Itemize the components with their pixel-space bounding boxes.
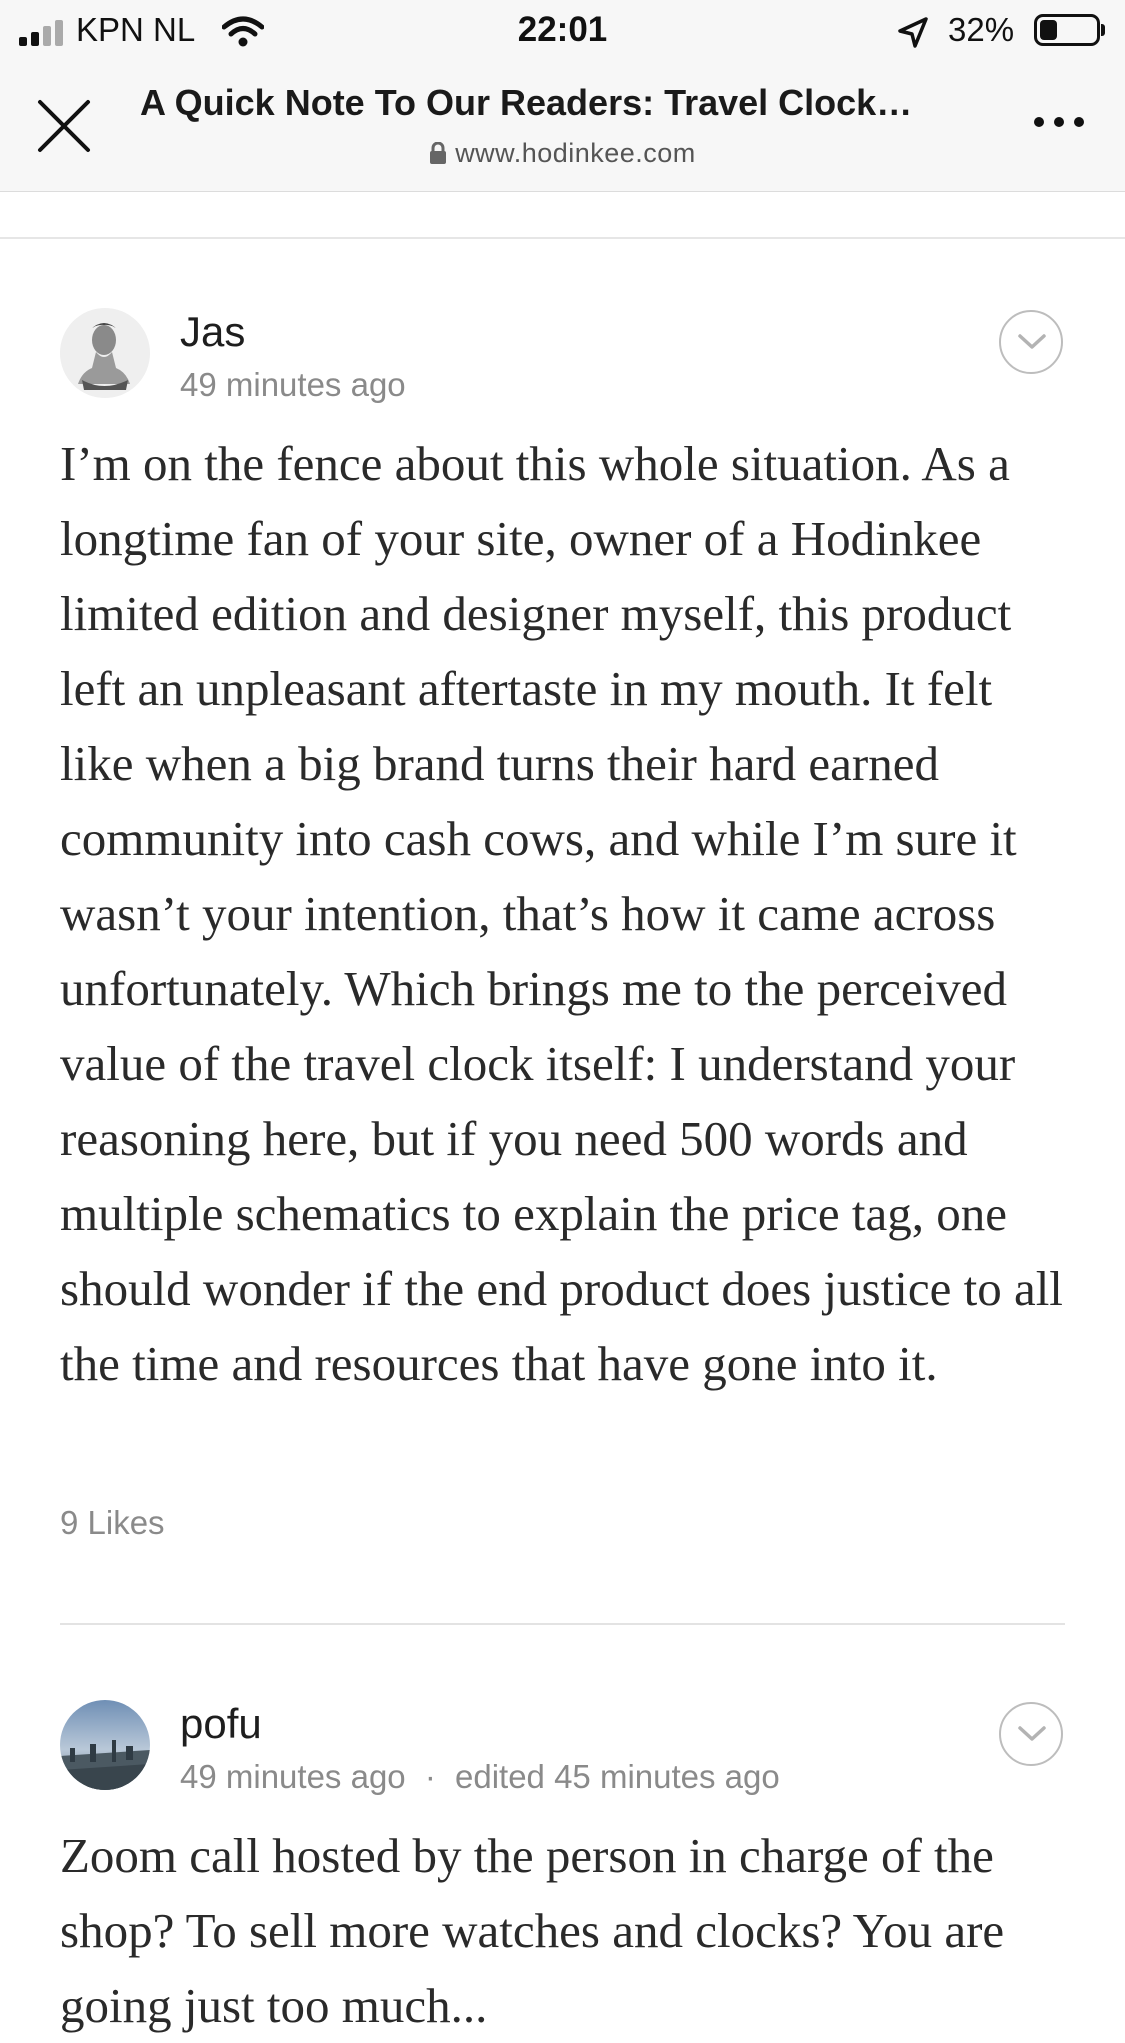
lock-icon: [429, 142, 447, 164]
comment-timestamp: 49 minutes ago: [180, 1758, 406, 1795]
location-arrow-icon: [896, 16, 930, 50]
comment-username[interactable]: pofu: [180, 1700, 262, 1747]
battery-tip: [1101, 24, 1105, 36]
cityscape-avatar-image: [60, 1700, 150, 1790]
avatar[interactable]: [60, 308, 150, 398]
chevron-down-icon: [1017, 1724, 1047, 1744]
battery-icon: [1034, 14, 1100, 46]
carrier-name: KPN NL: [76, 11, 196, 48]
comment-username[interactable]: Jas: [180, 308, 246, 355]
url-display[interactable]: [0, 138, 1125, 169]
comment-divider: [60, 1623, 1065, 1625]
comment-meta: [180, 1758, 780, 1796]
section-divider: [0, 237, 1125, 239]
battery-fill: [1040, 20, 1057, 40]
browser-header: [0, 0, 1125, 192]
url-text: www.hodinkee.com: [455, 138, 696, 168]
comment-likes[interactable]: 9 Likes: [60, 1504, 165, 1541]
comment-body: I’m on the fence about this whole situation. As a longtime fan of your site, owner of a Hodinkee limited edition and designer myself, this product left an unpleasant aftertaste in my mouth. It felt like when a big brand turns their hard earned community into cash cows, and while I’m sure it wasn’t your intention, that’s how it came across unfortunately. Which brings me to the perceived value of the travel clock itself: I understand your reasoning here, but if you need 500 words and multiple schematics to explain the price tag, one should wonder if the end product does justice to all the time and resources that have gone into it.: [60, 436, 1063, 1391]
comment-body: Zoom call hosted by the person in charge of the shop? To sell more watches and clocks? You are going just too much...: [60, 1828, 1005, 2033]
comment-options-button[interactable]: [999, 1702, 1063, 1766]
status-time: 22:01: [517, 10, 608, 49]
comment-options-button[interactable]: [999, 310, 1063, 374]
bust-avatar-image: [60, 308, 150, 398]
meta-separator: ·: [424, 1758, 436, 1795]
battery-percent: 32%: [948, 11, 1015, 48]
page-title: A Quick Note To Our Readers: Travel Clock…: [140, 82, 913, 123]
status-bar: [0, 0, 1125, 60]
more-options-icon[interactable]: [1034, 112, 1084, 132]
chevron-down-icon: [1017, 332, 1047, 352]
comment-edited-label: edited 45 minutes ago: [455, 1758, 780, 1795]
avatar[interactable]: [60, 1700, 150, 1790]
comment-timestamp: 49 minutes ago: [180, 366, 406, 403]
